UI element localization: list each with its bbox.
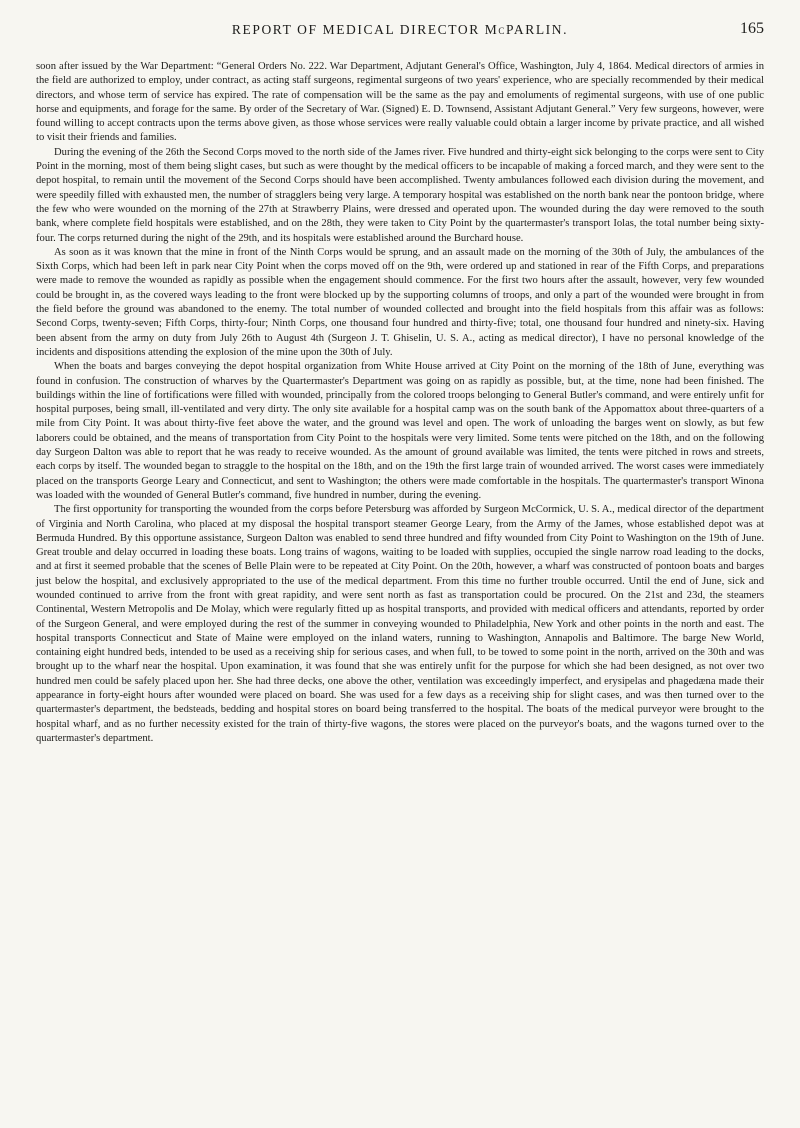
paragraph: The first opportunity for transporting the wounded from the corps before Petersburg was afforded by Surgeon McCormick, U. S. A., medical director of the department of Virginia and North Carolina, who placed at my disposal the hospital transport steamer George Leary, from the Army of the James, whose established depot was at Bermuda Hundred. By this opportune assistance, Surgeon Dalton was enabled to send three hundred and fifty wounded from City Point to Washington on the 19th of June. Great trouble and delay occurred in loading these boats. Long trains of wagons, waiting to be loaded with supplies, occupied the single narrow road leading to the docks, and at first it seemed probable that the scenes of Belle Plain were to be repeated at City Point. On the 20th, however, a wharf was constructed of pontoon boats and barges just below the hospital, and exclusively appropriated to the use of the medical department. From this time no further trouble occurred. Until the end of June, sick and wounded continued to arrive from the front with great rapidity, and were sent north as fast as transportation could be procured. On the 21st and 23d, the steamers Continental, Western Metropolis and De Molay, which were regularly fitted up as hospital transports, and provided with medical officers and attendants, reported by order of the Surgeon General, and were employed during the rest of the summer in conveying wounded to Philadelphia, New York and other points in the north and east. The hospital transports Connecticut and State of Maine were employed on the inland waters, running to Washington, Annapolis and Baltimore. The barge New World, containing eight hundred beds, intended to be used as a receiving ship for serious cases, and when full, to be towed to some point in the north, arrived on the 30th and was brought up to the wharf near the hospital. Upon examination, it was found that she was entirely unfit for the purpose for which she had been designed, as not over two hundred men could be safely placed upon her. She had three decks, one above the other, ventilation was exceedingly imperfect, and erysipelas and phagedæna made their appearance in forty-eight hours after wounded were placed on board. She was used for a few days as a receiving ship for slight cases, and was then turned over to the quartermaster's department, the bedsteads, bedding and hospital stores on board being transferred to the hospital. The boats of the medical purveyor were brought to the hospital wharf, and as no further necessity existed for the train of thirty-five wagons, the stores were placed on the purveyor's boats, and the wagons turned over to the quartermaster's department. xyxy=(36,504,764,744)
paragraph: As soon as it was known that the mine in front of the Ninth Corps would be sprung, and an assault made on the morning of the 30th of July, the ambulances of the Sixth Corps, which had been left in park near City Point when the corps moved off on the 9th, were ordered up and stationed in rear of the Fifth Corps, and preparations were made to remove the wounded as rapidly as possible when the engagement should commence. For the first two hours after the assault, however, very few wounded could be brought in, as the covered ways leading to the front were blocked up by the supporting columns of troops, and only a part of the wounded were brought in from the field before the ground was abandoned to the enemy. The total number of wounded collected and brought into the field hospitals from this affair was as follows: Second Corps, twenty-seven; Fifth Corps, thirty-four; Ninth Corps, one thousand four hundred and thirty-five; total, one thousand four hundred and ninety-six. Having been absent from the army on duty from July 26th to August 4th (Surgeon J. T. Ghiselin, U. S. A., acting as medical director), I have no personal knowledge of the incidents and dispositions attending the explosion of the mine upon the 30th of July. xyxy=(36,246,764,358)
running-head xyxy=(36,14,764,38)
paragraph: soon after issued by the War Department: “General Orders No. 222. War Department, Adjutant General's Office, Washington, July 4, 1864. Medical directors of armies in the field are authorized to employ, under contract, as acting staff surgeons, regimental surgeons of two years' experience, who are specially recommended by their medical directors, and whose term of service has expired. The rate of compensation will be the same as the pay and emoluments of regimental surgeons, with use of one public horse and equipments, and forage for the same. By order of the Secretary of War. (Signed) E. D. Townsend, Assistant Adjutant General.” Very few surgeons, however, were found willing to accept contracts upon the terms above given, as those whose services were really valuable could obtain a larger income by private practice, and all wished to visit their friends and families. xyxy=(36,61,764,144)
running-title: REPORT OF MEDICAL DIRECTOR McPARLIN. xyxy=(231,22,569,37)
paragraph: When the boats and barges conveying the depot hospital organization from White House arrived at City Point on the morning of the 18th of June, everything was found in confusion. The construction of wharves by the Quartermaster's Department was going on as rapidly as possible, but, at the time, none had been finished. The buildings within the line of fortifications were filled with wounded, principally from the colored troops belonging to General Butler's command, and were entirely unfit for hospital purposes, being small, ill-ventilated and very dirty. The only site available for a hospital camp was on the south bank of the Appomattox about three-quarters of a mile from City Point. It was about thirty-five feet above the water, and the ground was level and open. The work of unloading the barges went on slowly, as but few laborers could be obtained, and the means of transportation from City Point to the hospitals were very limited. Some tents were pitched on the 18th, and on the following day Surgeon Dalton was able to report that he was ready to receive wounded. As the amount of ground available was limited, the tents were pitched in rows and streets, each corps by itself. The wounded began to straggle to the hospital on the 18th, and on the 19th the first large train of wounded arrived. The worst cases were immediately placed on the transports George Leary and Connecticut, and sent to Washington; the others were made comfortable in the hospitals. The quartermaster's transport Winona was loaded with the wounded of General Butler's command, five hundred in number, during the evening. xyxy=(36,361,764,501)
page-number: 165 xyxy=(740,20,764,37)
paragraph: During the evening of the 26th the Second Corps moved to the north side of the James river. Five hundred and thirty-eight sick belonging to the corps were sent to City Point in the morning, most of them being slight cases, but such as were thought by the medical officers to be incapable of making a forced march, and they were sent to the depot hospital, to remain until the movement of the Second Corps should have been accomplished. Twenty ambulances followed each division during the movement, and were speedily filled with exhausted men, the number of stragglers being very large. A temporary hospital was established on the north bank near the pontoon bridge, where the few who were wounded on the morning of the 27th at Strawberry Plains, were dressed and operated upon. The wounded during the day were removed to the south bank, where complete field hospitals were established, and on the 28th, they were taken to City Point by the quartermaster's transport Iolas, the total number being sixty-four. The corps returned during the night of the 29th, and its hospitals were established around the Burchard house. xyxy=(36,146,764,244)
body-text xyxy=(36,60,764,746)
